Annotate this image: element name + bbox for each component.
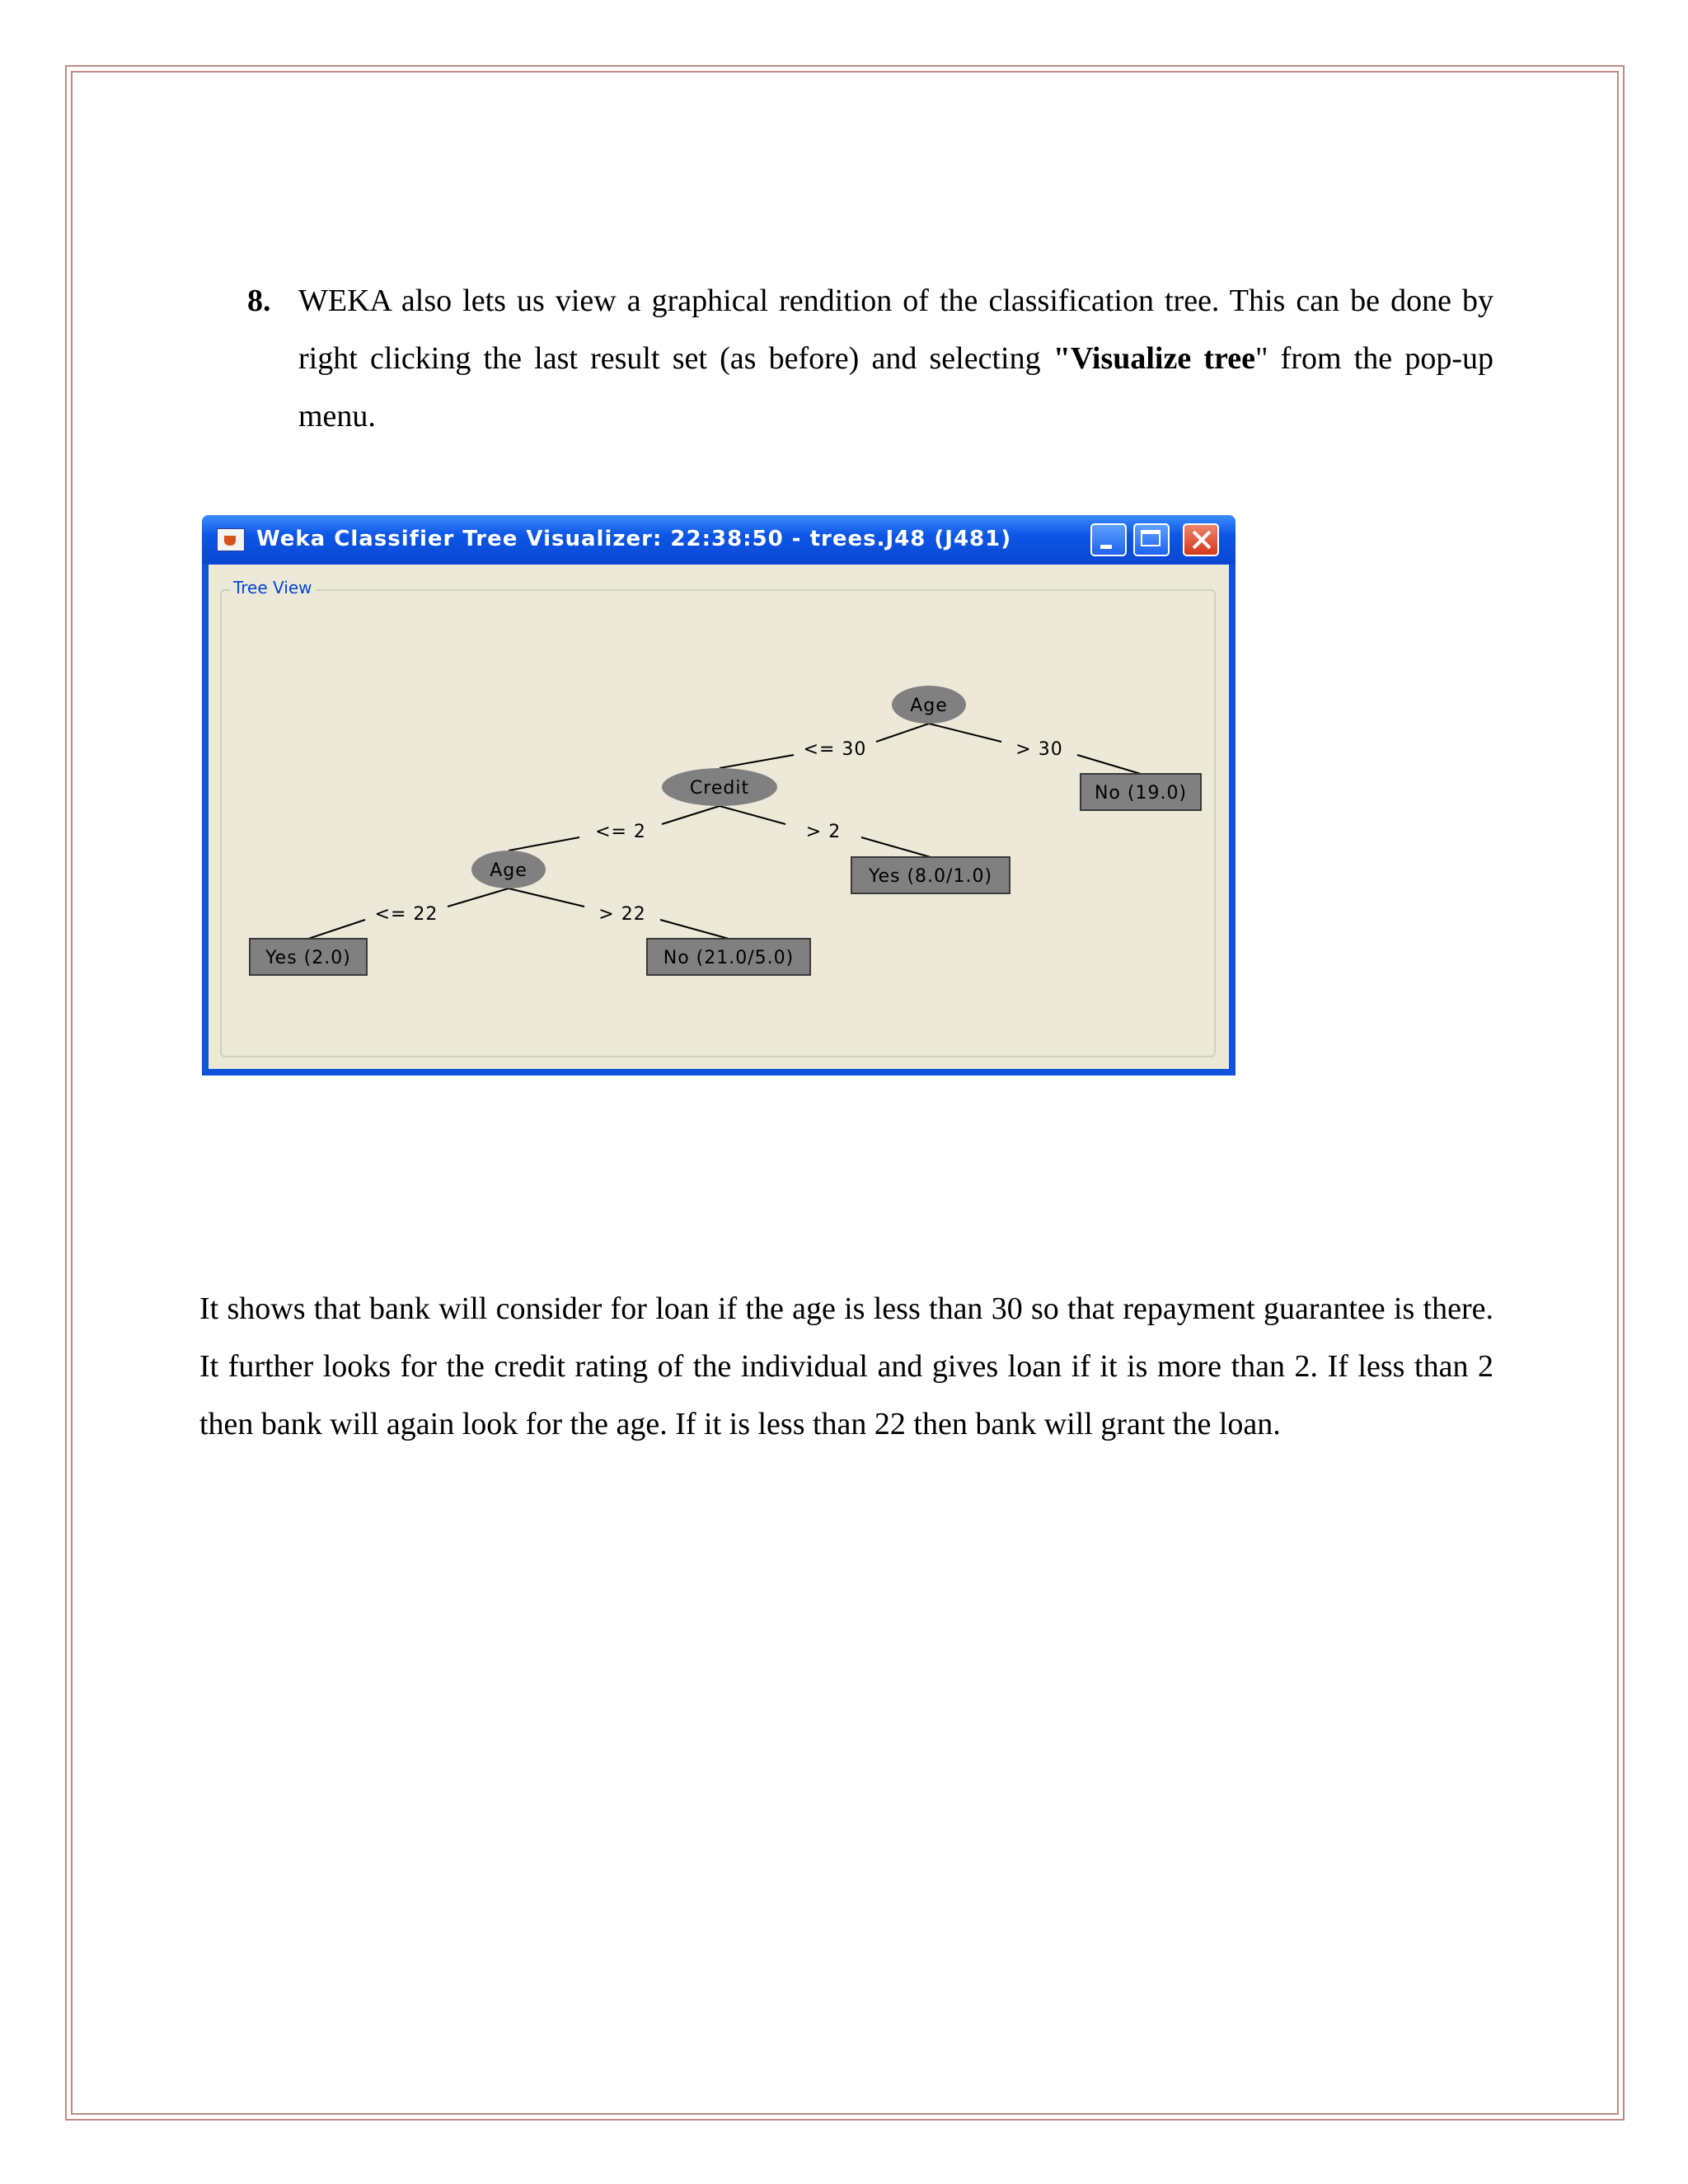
- window-titlebar[interactable]: [202, 515, 1236, 565]
- tree-edge: [720, 755, 794, 768]
- tree-edge: [308, 920, 365, 939]
- tree-edge: [1077, 755, 1141, 774]
- decision-tree: [209, 565, 1229, 1069]
- edge-label: <= 2: [595, 822, 646, 842]
- edge-label: > 22: [598, 904, 646, 925]
- edge-label: > 30: [1015, 739, 1063, 760]
- visualize-tree-emphasis: "Visualize tree: [1053, 341, 1255, 376]
- tree-edge: [861, 837, 931, 857]
- edge-label: <= 30: [803, 739, 867, 760]
- step-text-part2: " from the pop-up menu.: [298, 341, 1493, 434]
- tree-edge: [662, 806, 720, 824]
- minimize-icon[interactable]: [1090, 523, 1127, 556]
- close-icon[interactable]: [1183, 523, 1219, 556]
- tree-edge: [660, 920, 729, 939]
- tree-edge: [720, 806, 785, 824]
- node-label: Credit: [689, 778, 750, 799]
- node-label: No (21.0/5.0): [663, 948, 795, 968]
- node-label: Age: [490, 860, 528, 881]
- edge-label: <= 22: [374, 904, 438, 925]
- step-number: 8.: [247, 284, 271, 318]
- node-label: Yes (8.0/1.0): [868, 866, 993, 887]
- node-label: Age: [910, 696, 948, 716]
- tree-edge: [448, 888, 509, 907]
- step-text-part1: WEKA also lets us view a graphical rendition of the classification tree. This can be done by right clicking the last result set (as before) and selecting: [298, 284, 1493, 376]
- tree-edge: [876, 724, 929, 742]
- window-client-area: [209, 565, 1229, 1069]
- maximize-icon[interactable]: [1133, 523, 1170, 556]
- java-cup-icon: [217, 528, 245, 551]
- node-label: Yes (2.0): [265, 948, 351, 968]
- conclusion-paragraph: It shows that bank will consider for loan if the age is less than 30 so that repayment guarantee is there. It further looks for the credit rating of the individual and gives loan if it is more than 2. If less than 2 then bank will again look for the age. If it is less than 22 then bank will grant the loan.: [199, 1291, 1493, 1441]
- edge-label: > 2: [805, 822, 842, 842]
- window-title: Weka Classifier Tree Visualizer: 22:38:50 - trees.J48 (J481): [256, 527, 1012, 551]
- tree-edge: [929, 724, 1001, 742]
- tree-edge: [509, 888, 584, 907]
- tree-view-label: Tree View: [230, 576, 316, 599]
- step-text: [298, 272, 1493, 445]
- node-label: No (19.0): [1094, 783, 1188, 804]
- tree-edge: [509, 837, 579, 851]
- weka-tree-visualizer-window: [202, 515, 1236, 1076]
